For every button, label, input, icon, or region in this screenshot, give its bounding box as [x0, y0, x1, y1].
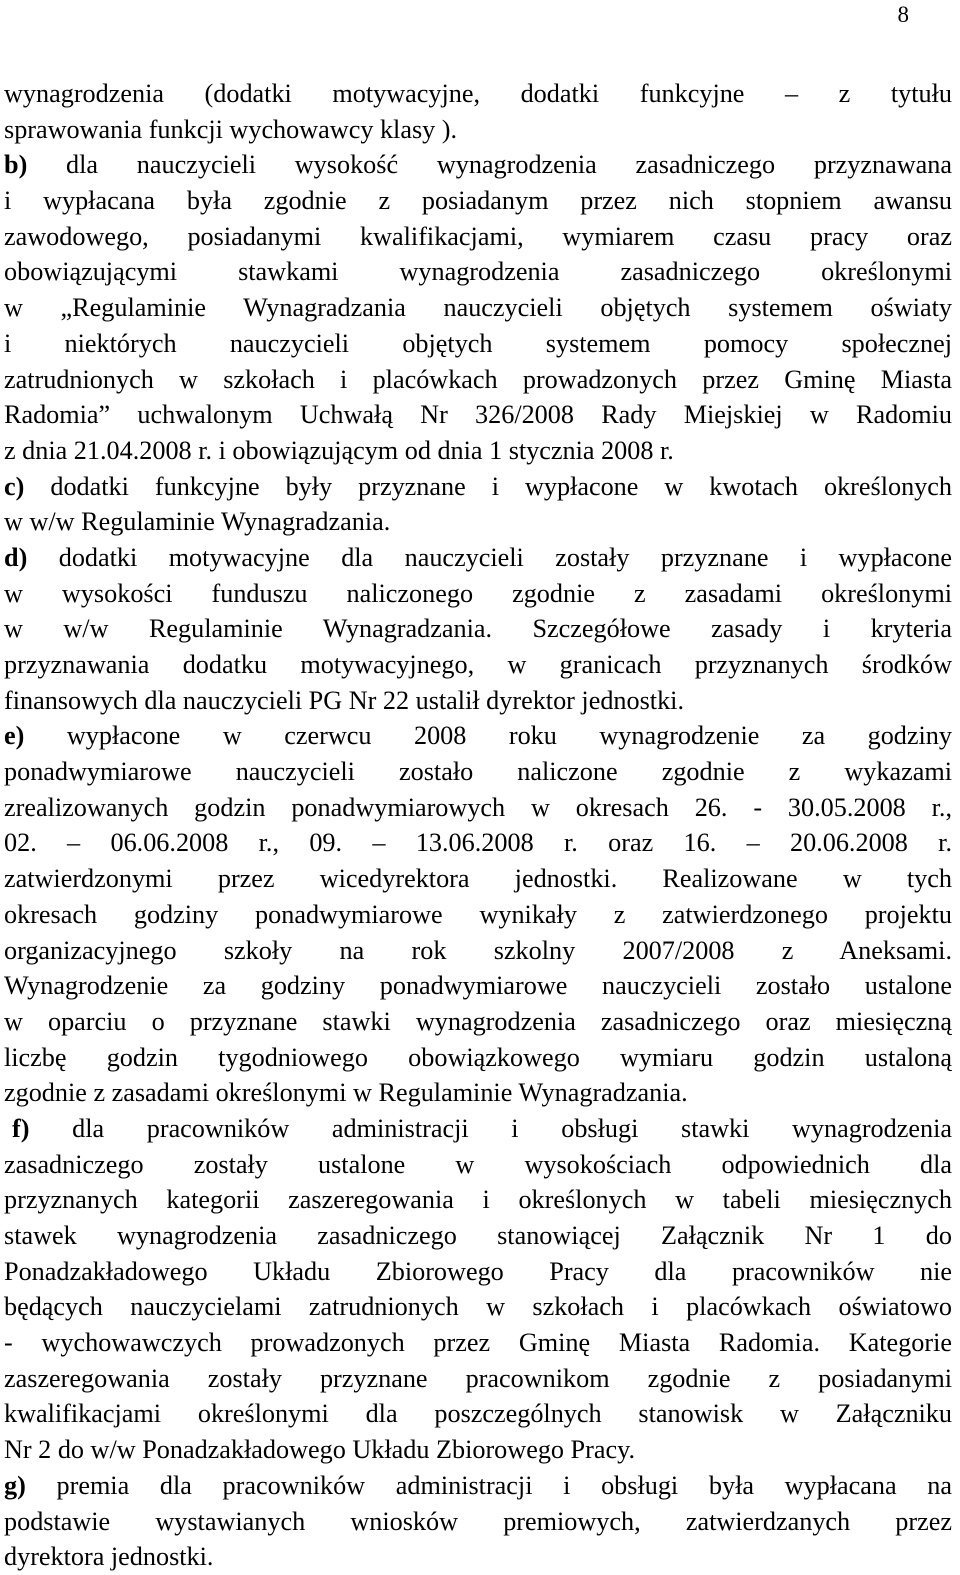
text-line — [4, 1254, 952, 1290]
line-text: i wypłacana była zgodnie z posiadanym przez nich stopniem awansu — [4, 186, 952, 216]
text-line — [4, 1504, 952, 1540]
text-line — [4, 433, 952, 469]
line-text: obowiązującymi stawkami wynagrodzenia zasadniczego określonymi — [4, 257, 952, 287]
line-text: dyrektora jednostki. — [4, 1542, 214, 1572]
text-line — [4, 611, 952, 647]
line-text: w w/w Regulaminie Wynagradzania. — [4, 507, 391, 537]
text-line — [4, 790, 952, 826]
page-number: 8 — [897, 2, 909, 27]
line-text: zatrudnionych w szkołach i placówkach prowadzonych przez Gminę Miasta — [4, 364, 952, 394]
list-label: b) — [4, 150, 28, 180]
text-line — [4, 897, 952, 933]
line-text: wynagrodzenia (dodatki motywacyjne, dodatki funkcyjne – z tytułu — [4, 79, 952, 108]
text-line — [4, 1361, 952, 1397]
text-line — [4, 968, 952, 1004]
line-text: Wynagrodzenie za godziny ponadwymiarowe nauczycieli zostało ustalone — [4, 971, 952, 1001]
line-text: będących nauczycielami zatrudnionych w szkołach i placówkach oświatowo — [4, 1292, 952, 1322]
text-line — [4, 1111, 952, 1147]
text-line — [4, 112, 952, 148]
text-line — [4, 754, 952, 790]
line-text: zgodnie z zasadami określonymi w Regulaminie Wynagradzania. — [4, 1078, 688, 1108]
line-text: w „Regulaminie Wynagradzania nauczycieli objętych systemem oświaty — [4, 293, 952, 323]
text-line — [4, 1325, 952, 1361]
text-line — [4, 1040, 952, 1076]
line-text: - wychowawczych prowadzonych przez Gminę Miasta Radomia. Kategorie — [4, 1328, 952, 1358]
text-line — [4, 1432, 952, 1468]
line-text: finansowych dla nauczycieli PG Nr 22 ustalił dyrektor jednostki. — [4, 685, 684, 715]
text-line — [4, 933, 952, 969]
line-text: okresach godziny ponadwymiarowe wynikały z zatwierdzonego projektu — [4, 899, 952, 929]
line-text: dla pracowników administracji i obsługi stawki wynagrodzenia — [29, 1113, 952, 1143]
line-text: zaszeregowania zostały przyznane pracownikom zgodnie z posiadanymi — [4, 1363, 952, 1393]
text-line — [4, 397, 952, 433]
line-text: dla nauczycieli wysokość wynagrodzenia zasadniczego przyznawana — [27, 150, 952, 180]
text-line — [4, 362, 952, 398]
text-line — [4, 683, 952, 719]
line-text: Radomia” uchwalonym Uchwałą Nr 326/2008 Rady Miejskiej w Radomiu — [4, 400, 952, 430]
line-text: zasadniczego zostały ustalone w wysokościach odpowiednich dla — [4, 1149, 952, 1179]
line-text: Ponadzakładowego Układu Zbiorowego Pracy dla pracowników nie — [4, 1256, 952, 1286]
text-line — [4, 1182, 952, 1218]
list-label: d) — [4, 542, 28, 572]
line-text: w oparciu o przyznane stawki wynagrodzenia zasadniczego oraz miesięczną — [4, 1006, 952, 1036]
line-text: przyznawania dodatku motywacyjnego, w granicach przyznanych środków — [4, 650, 952, 679]
text-line — [4, 861, 952, 897]
text-line — [4, 825, 952, 861]
text-line — [4, 1004, 952, 1040]
text-line — [4, 504, 952, 540]
line-text: dodatki motywacyjne dla nauczycieli zostały przyznane i wypłacone — [27, 542, 952, 572]
line-text: zatwierdzonymi przez wicedyrektora jednostki. Realizowane w tych — [4, 864, 952, 894]
line-text: w wysokości funduszu naliczonego zgodnie z zasadami określonymi — [4, 578, 952, 608]
line-text: 02. – 06.06.2008 r., 09. – 13.06.2008 r. oraz 16. – 20.06.2008 r. — [4, 828, 952, 858]
text-line — [4, 576, 952, 612]
text-line — [4, 718, 952, 754]
text-line — [4, 183, 952, 219]
line-text: premia dla pracowników administracji i obsługi była wypłacana na — [25, 1470, 952, 1500]
line-text: w w/w Regulaminie Wynagradzania. Szczegółowe zasady i kryteria — [4, 614, 952, 644]
text-line — [4, 1468, 952, 1504]
line-text: kwalifikacjami określonymi dla poszczególnych stanowisk w Załączniku — [4, 1399, 952, 1429]
line-text: ponadwymiarowe nauczycieli zostało naliczone zgodnie z wykazami — [4, 757, 952, 787]
text-line — [4, 1147, 952, 1183]
line-text: wypłacone w czerwcu 2008 roku wynagrodzenie za godziny — [24, 721, 952, 751]
line-text: zrealizowanych godzin ponadwymiarowych w okresach 26. - 30.05.2008 r., — [4, 792, 952, 822]
text-line — [4, 1396, 952, 1432]
text-line — [4, 326, 952, 362]
line-text: Nr 2 do w/w Ponadzakładowego Układu Zbiorowego Pracy. — [4, 1435, 636, 1465]
text-line — [4, 254, 952, 290]
text-line — [4, 1075, 952, 1111]
line-text: podstawie wystawianych wniosków premiowych, zatwierdzanych przez — [4, 1506, 952, 1536]
list-label: e) — [4, 721, 25, 751]
line-text: zawodowego, posiadanymi kwalifikacjami, wymiarem czasu pracy oraz — [4, 221, 952, 251]
text-line — [4, 147, 952, 183]
text-line — [4, 219, 952, 255]
list-label: c) — [4, 471, 25, 501]
text-line — [4, 76, 952, 112]
text-line — [4, 647, 952, 683]
line-text: liczbę godzin tygodniowego obowiązkowego wymiaru godzin ustaloną — [4, 1042, 952, 1072]
text-line — [4, 540, 952, 576]
list-label: g) — [4, 1470, 26, 1500]
text-line — [4, 290, 952, 326]
list-label: f) — [12, 1113, 30, 1143]
document-body — [4, 76, 952, 1575]
line-text: i niektórych nauczycieli objętych systemem pomocy społecznej — [4, 328, 952, 358]
line-text: stawek wynagrodzenia zasadniczego stanowiącej Załącznik Nr 1 do — [4, 1221, 952, 1250]
line-text: przyznanych kategorii zaszeregowania i określonych w tabeli miesięcznych — [4, 1185, 952, 1215]
line-text: z dnia 21.04.2008 r. i obowiązującym od dnia 1 stycznia 2008 r. — [4, 435, 674, 465]
line-text: sprawowania funkcji wychowawcy klasy ). — [4, 114, 458, 144]
text-line — [4, 1218, 952, 1254]
line-text: organizacyjnego szkoły na rok szkolny 2007/2008 z Aneksami. — [4, 935, 952, 965]
text-line — [4, 469, 952, 505]
text-line — [4, 1539, 952, 1575]
line-text: dodatki funkcyjne były przyznane i wypłacone w kwotach określonych — [24, 471, 952, 501]
text-line — [4, 1289, 952, 1325]
